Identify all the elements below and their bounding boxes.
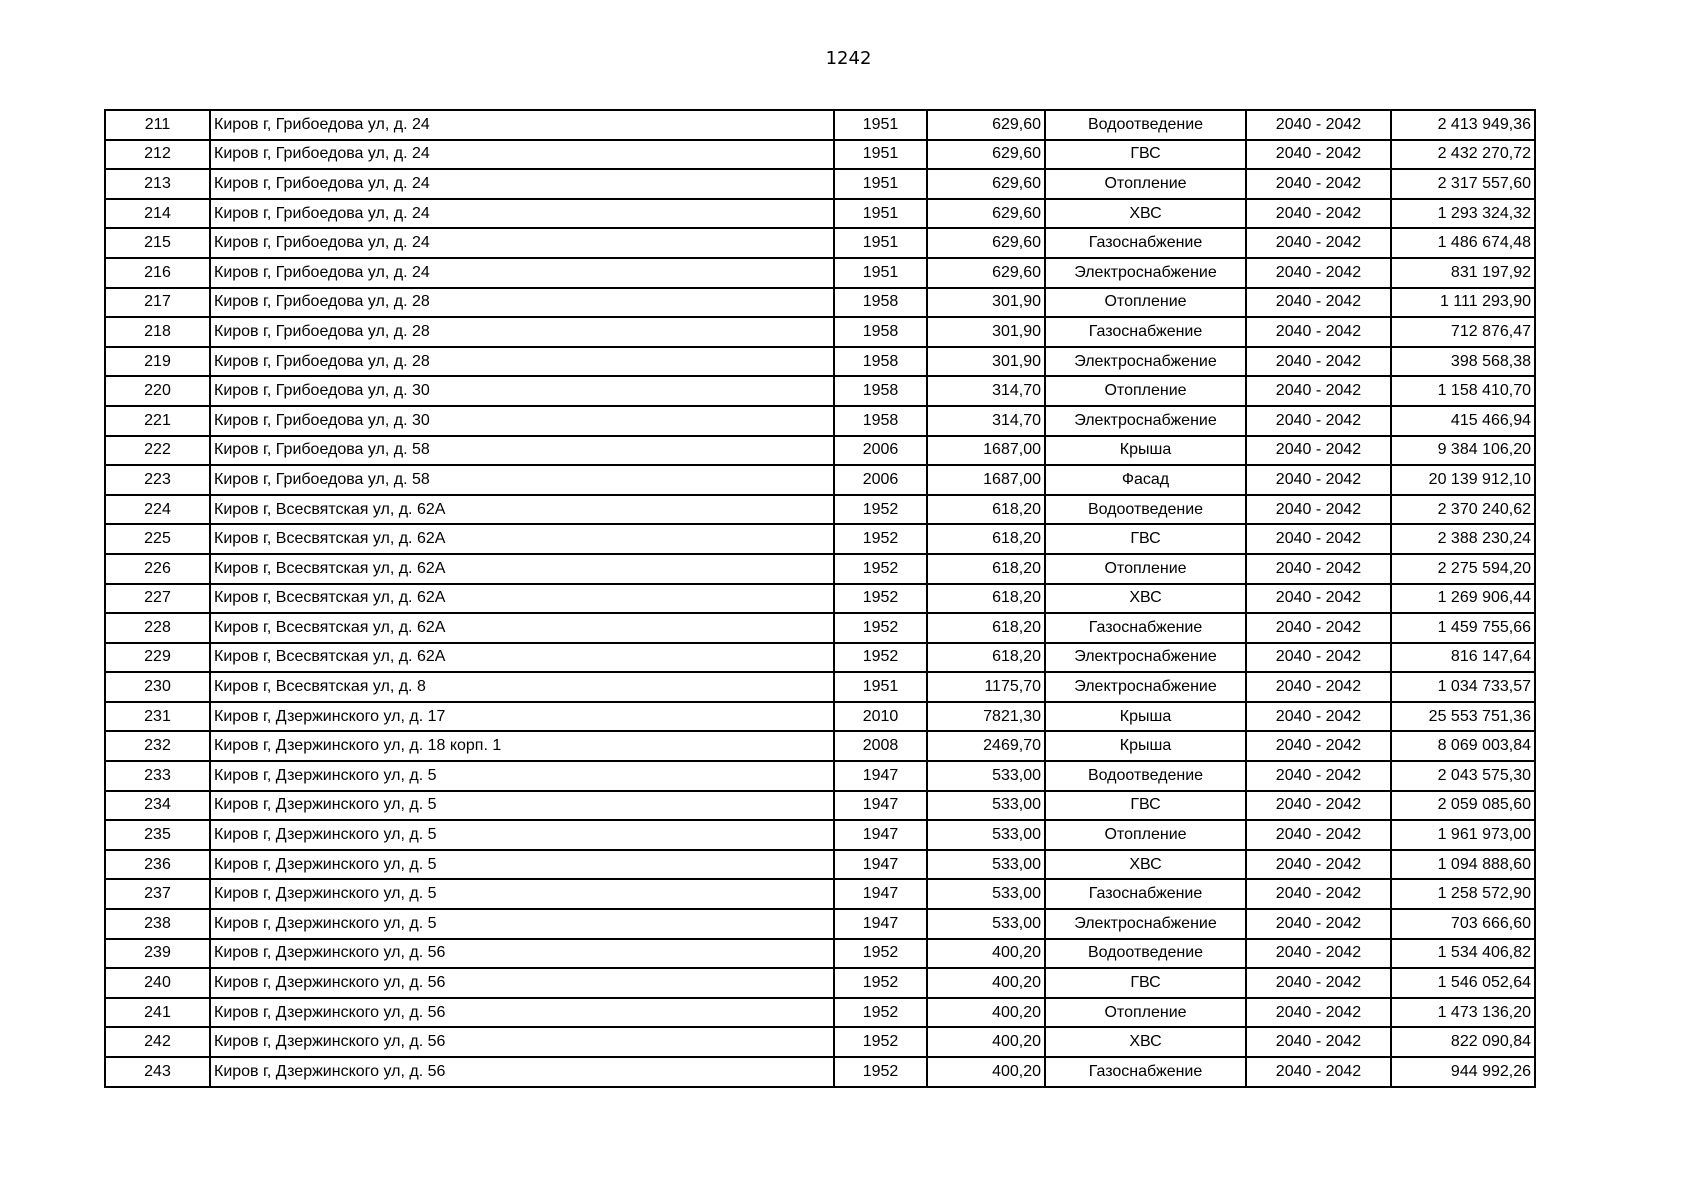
work-type-cell: Электроснабжение bbox=[1045, 909, 1246, 939]
area-cell: 1687,00 bbox=[927, 465, 1045, 495]
period-cell: 2040 - 2042 bbox=[1246, 436, 1391, 466]
table-row bbox=[105, 288, 1535, 318]
period-cell: 2040 - 2042 bbox=[1246, 1027, 1391, 1057]
table-row bbox=[105, 495, 1535, 525]
table-row bbox=[105, 110, 1535, 140]
table-row bbox=[105, 199, 1535, 229]
period-cell: 2040 - 2042 bbox=[1246, 939, 1391, 969]
build-year-cell: 2006 bbox=[834, 465, 927, 495]
period-cell: 2040 - 2042 bbox=[1246, 968, 1391, 998]
row-number-cell: 226 bbox=[105, 554, 210, 584]
cost-cell: 1 534 406,82 bbox=[1391, 939, 1535, 969]
work-type-cell: Газоснабжение bbox=[1045, 1057, 1246, 1087]
work-type-cell: Водоотведение bbox=[1045, 939, 1246, 969]
build-year-cell: 2008 bbox=[834, 731, 927, 761]
build-year-cell: 2010 bbox=[834, 702, 927, 732]
build-year-cell: 1951 bbox=[834, 140, 927, 170]
area-cell: 1175,70 bbox=[927, 672, 1045, 702]
address-cell: Киров г, Грибоедова ул, д. 58 bbox=[210, 436, 834, 466]
row-number-cell: 228 bbox=[105, 613, 210, 643]
row-number-cell: 227 bbox=[105, 584, 210, 614]
area-cell: 301,90 bbox=[927, 288, 1045, 318]
build-year-cell: 1947 bbox=[834, 791, 927, 821]
area-cell: 533,00 bbox=[927, 850, 1045, 880]
row-number-cell: 231 bbox=[105, 702, 210, 732]
area-cell: 629,60 bbox=[927, 169, 1045, 199]
table-row bbox=[105, 613, 1535, 643]
cost-cell: 2 432 270,72 bbox=[1391, 140, 1535, 170]
table-row bbox=[105, 643, 1535, 673]
address-cell: Киров г, Грибоедова ул, д. 30 bbox=[210, 406, 834, 436]
row-number-cell: 221 bbox=[105, 406, 210, 436]
table-row bbox=[105, 317, 1535, 347]
cost-cell: 822 090,84 bbox=[1391, 1027, 1535, 1057]
row-number-cell: 211 bbox=[105, 110, 210, 140]
area-cell: 400,20 bbox=[927, 968, 1045, 998]
period-cell: 2040 - 2042 bbox=[1246, 228, 1391, 258]
address-cell: Киров г, Дзержинского ул, д. 56 bbox=[210, 998, 834, 1028]
build-year-cell: 1952 bbox=[834, 968, 927, 998]
address-cell: Киров г, Дзержинского ул, д. 17 bbox=[210, 702, 834, 732]
cost-cell: 1 258 572,90 bbox=[1391, 879, 1535, 909]
cost-cell: 703 666,60 bbox=[1391, 909, 1535, 939]
work-type-cell: Отопление bbox=[1045, 554, 1246, 584]
build-year-cell: 1951 bbox=[834, 228, 927, 258]
period-cell: 2040 - 2042 bbox=[1246, 169, 1391, 199]
period-cell: 2040 - 2042 bbox=[1246, 613, 1391, 643]
address-cell: Киров г, Всесвятская ул, д. 62А bbox=[210, 524, 834, 554]
address-cell: Киров г, Грибоедова ул, д. 24 bbox=[210, 258, 834, 288]
cost-cell: 1 293 324,32 bbox=[1391, 199, 1535, 229]
row-number-cell: 217 bbox=[105, 288, 210, 318]
cost-cell: 415 466,94 bbox=[1391, 406, 1535, 436]
build-year-cell: 1947 bbox=[834, 761, 927, 791]
period-cell: 2040 - 2042 bbox=[1246, 1057, 1391, 1087]
work-type-cell: ХВС bbox=[1045, 199, 1246, 229]
row-number-cell: 243 bbox=[105, 1057, 210, 1087]
table-row bbox=[105, 436, 1535, 466]
cost-cell: 398 568,38 bbox=[1391, 347, 1535, 377]
work-type-cell: Отопление bbox=[1045, 820, 1246, 850]
area-cell: 629,60 bbox=[927, 110, 1045, 140]
work-type-cell: Отопление bbox=[1045, 998, 1246, 1028]
address-cell: Киров г, Грибоедова ул, д. 24 bbox=[210, 140, 834, 170]
build-year-cell: 1952 bbox=[834, 939, 927, 969]
row-number-cell: 216 bbox=[105, 258, 210, 288]
address-cell: Киров г, Всесвятская ул, д. 8 bbox=[210, 672, 834, 702]
build-year-cell: 1947 bbox=[834, 879, 927, 909]
row-number-cell: 235 bbox=[105, 820, 210, 850]
build-year-cell: 1952 bbox=[834, 554, 927, 584]
work-type-cell: Отопление bbox=[1045, 288, 1246, 318]
work-type-cell: ХВС bbox=[1045, 1027, 1246, 1057]
address-cell: Киров г, Грибоедова ул, д. 24 bbox=[210, 228, 834, 258]
table-row bbox=[105, 879, 1535, 909]
area-cell: 629,60 bbox=[927, 228, 1045, 258]
address-cell: Киров г, Грибоедова ул, д. 28 bbox=[210, 288, 834, 318]
area-cell: 533,00 bbox=[927, 791, 1045, 821]
area-cell: 400,20 bbox=[927, 998, 1045, 1028]
build-year-cell: 1951 bbox=[834, 258, 927, 288]
build-year-cell: 1958 bbox=[834, 376, 927, 406]
period-cell: 2040 - 2042 bbox=[1246, 376, 1391, 406]
cost-cell: 831 197,92 bbox=[1391, 258, 1535, 288]
period-cell: 2040 - 2042 bbox=[1246, 258, 1391, 288]
table-row bbox=[105, 820, 1535, 850]
build-year-cell: 1947 bbox=[834, 909, 927, 939]
area-cell: 618,20 bbox=[927, 524, 1045, 554]
table-row bbox=[105, 850, 1535, 880]
row-number-cell: 229 bbox=[105, 643, 210, 673]
build-year-cell: 1958 bbox=[834, 406, 927, 436]
address-cell: Киров г, Дзержинского ул, д. 5 bbox=[210, 761, 834, 791]
area-cell: 618,20 bbox=[927, 495, 1045, 525]
address-cell: Киров г, Дзержинского ул, д. 5 bbox=[210, 879, 834, 909]
build-year-cell: 1947 bbox=[834, 820, 927, 850]
table-row bbox=[105, 998, 1535, 1028]
cost-cell: 1 459 755,66 bbox=[1391, 613, 1535, 643]
area-cell: 314,70 bbox=[927, 376, 1045, 406]
work-type-cell: ГВС bbox=[1045, 140, 1246, 170]
period-cell: 2040 - 2042 bbox=[1246, 288, 1391, 318]
cost-cell: 1 158 410,70 bbox=[1391, 376, 1535, 406]
area-cell: 400,20 bbox=[927, 939, 1045, 969]
build-year-cell: 1951 bbox=[834, 672, 927, 702]
row-number-cell: 230 bbox=[105, 672, 210, 702]
work-type-cell: Электроснабжение bbox=[1045, 347, 1246, 377]
build-year-cell: 1947 bbox=[834, 850, 927, 880]
work-type-cell: Электроснабжение bbox=[1045, 406, 1246, 436]
table-row bbox=[105, 1027, 1535, 1057]
build-year-cell: 1952 bbox=[834, 998, 927, 1028]
address-cell: Киров г, Дзержинского ул, д. 56 bbox=[210, 939, 834, 969]
cost-cell: 20 139 912,10 bbox=[1391, 465, 1535, 495]
period-cell: 2040 - 2042 bbox=[1246, 347, 1391, 377]
row-number-cell: 224 bbox=[105, 495, 210, 525]
area-cell: 629,60 bbox=[927, 140, 1045, 170]
build-year-cell: 1958 bbox=[834, 317, 927, 347]
work-type-cell: Крыша bbox=[1045, 702, 1246, 732]
period-cell: 2040 - 2042 bbox=[1246, 761, 1391, 791]
cost-cell: 1 961 973,00 bbox=[1391, 820, 1535, 850]
cost-cell: 944 992,26 bbox=[1391, 1057, 1535, 1087]
address-cell: Киров г, Дзержинского ул, д. 5 bbox=[210, 791, 834, 821]
cost-cell: 1 546 052,64 bbox=[1391, 968, 1535, 998]
table-row bbox=[105, 140, 1535, 170]
period-cell: 2040 - 2042 bbox=[1246, 820, 1391, 850]
cost-cell: 8 069 003,84 bbox=[1391, 731, 1535, 761]
period-cell: 2040 - 2042 bbox=[1246, 584, 1391, 614]
table-row bbox=[105, 791, 1535, 821]
build-year-cell: 1952 bbox=[834, 1027, 927, 1057]
table-row bbox=[105, 702, 1535, 732]
build-year-cell: 1951 bbox=[834, 110, 927, 140]
build-year-cell: 1952 bbox=[834, 1057, 927, 1087]
address-cell: Киров г, Дзержинского ул, д. 56 bbox=[210, 1057, 834, 1087]
row-number-cell: 222 bbox=[105, 436, 210, 466]
address-cell: Киров г, Дзержинского ул, д. 56 bbox=[210, 968, 834, 998]
table-row bbox=[105, 169, 1535, 199]
build-year-cell: 2006 bbox=[834, 436, 927, 466]
work-type-cell: Водоотведение bbox=[1045, 495, 1246, 525]
table-row bbox=[105, 584, 1535, 614]
area-cell: 7821,30 bbox=[927, 702, 1045, 732]
table-row bbox=[105, 228, 1535, 258]
work-type-cell: Газоснабжение bbox=[1045, 228, 1246, 258]
build-year-cell: 1952 bbox=[834, 584, 927, 614]
area-cell: 629,60 bbox=[927, 199, 1045, 229]
work-type-cell: Электроснабжение bbox=[1045, 672, 1246, 702]
work-type-cell: ГВС bbox=[1045, 791, 1246, 821]
work-type-cell: Фасад bbox=[1045, 465, 1246, 495]
period-cell: 2040 - 2042 bbox=[1246, 909, 1391, 939]
row-number-cell: 225 bbox=[105, 524, 210, 554]
cost-cell: 2 413 949,36 bbox=[1391, 110, 1535, 140]
period-cell: 2040 - 2042 bbox=[1246, 554, 1391, 584]
address-cell: Киров г, Грибоедова ул, д. 58 bbox=[210, 465, 834, 495]
work-type-cell: Крыша bbox=[1045, 436, 1246, 466]
cost-cell: 1 034 733,57 bbox=[1391, 672, 1535, 702]
table-row bbox=[105, 524, 1535, 554]
area-cell: 2469,70 bbox=[927, 731, 1045, 761]
address-cell: Киров г, Грибоедова ул, д. 28 bbox=[210, 347, 834, 377]
table-row bbox=[105, 465, 1535, 495]
row-number-cell: 242 bbox=[105, 1027, 210, 1057]
table-row bbox=[105, 939, 1535, 969]
row-number-cell: 213 bbox=[105, 169, 210, 199]
period-cell: 2040 - 2042 bbox=[1246, 643, 1391, 673]
area-cell: 629,60 bbox=[927, 258, 1045, 288]
work-type-cell: ГВС bbox=[1045, 524, 1246, 554]
area-cell: 618,20 bbox=[927, 554, 1045, 584]
period-cell: 2040 - 2042 bbox=[1246, 524, 1391, 554]
cost-cell: 2 275 594,20 bbox=[1391, 554, 1535, 584]
table-row bbox=[105, 376, 1535, 406]
page-number: 1242 bbox=[825, 48, 872, 69]
address-cell: Киров г, Всесвятская ул, д. 62А bbox=[210, 584, 834, 614]
period-cell: 2040 - 2042 bbox=[1246, 495, 1391, 525]
build-year-cell: 1952 bbox=[834, 613, 927, 643]
row-number-cell: 234 bbox=[105, 791, 210, 821]
cost-cell: 9 384 106,20 bbox=[1391, 436, 1535, 466]
cost-cell: 2 059 085,60 bbox=[1391, 791, 1535, 821]
cost-cell: 1 473 136,20 bbox=[1391, 998, 1535, 1028]
address-cell: Киров г, Дзержинского ул, д. 5 bbox=[210, 909, 834, 939]
period-cell: 2040 - 2042 bbox=[1246, 199, 1391, 229]
area-cell: 400,20 bbox=[927, 1027, 1045, 1057]
address-cell: Киров г, Грибоедова ул, д. 28 bbox=[210, 317, 834, 347]
cost-cell: 2 317 557,60 bbox=[1391, 169, 1535, 199]
address-cell: Киров г, Всесвятская ул, д. 62А bbox=[210, 495, 834, 525]
row-number-cell: 237 bbox=[105, 879, 210, 909]
row-number-cell: 214 bbox=[105, 199, 210, 229]
address-cell: Киров г, Всесвятская ул, д. 62А bbox=[210, 554, 834, 584]
table-row bbox=[105, 672, 1535, 702]
cost-cell: 816 147,64 bbox=[1391, 643, 1535, 673]
cost-cell: 25 553 751,36 bbox=[1391, 702, 1535, 732]
period-cell: 2040 - 2042 bbox=[1246, 702, 1391, 732]
row-number-cell: 220 bbox=[105, 376, 210, 406]
area-cell: 533,00 bbox=[927, 761, 1045, 791]
area-cell: 533,00 bbox=[927, 909, 1045, 939]
row-number-cell: 215 bbox=[105, 228, 210, 258]
area-cell: 618,20 bbox=[927, 643, 1045, 673]
address-cell: Киров г, Всесвятская ул, д. 62А bbox=[210, 643, 834, 673]
area-cell: 533,00 bbox=[927, 820, 1045, 850]
period-cell: 2040 - 2042 bbox=[1246, 879, 1391, 909]
cost-cell: 2 043 575,30 bbox=[1391, 761, 1535, 791]
table-row bbox=[105, 347, 1535, 377]
area-cell: 533,00 bbox=[927, 879, 1045, 909]
row-number-cell: 219 bbox=[105, 347, 210, 377]
build-year-cell: 1958 bbox=[834, 347, 927, 377]
area-cell: 618,20 bbox=[927, 584, 1045, 614]
cost-cell: 1 111 293,90 bbox=[1391, 288, 1535, 318]
cost-cell: 2 388 230,24 bbox=[1391, 524, 1535, 554]
area-cell: 618,20 bbox=[927, 613, 1045, 643]
address-cell: Киров г, Грибоедова ул, д. 24 bbox=[210, 169, 834, 199]
build-year-cell: 1958 bbox=[834, 288, 927, 318]
period-cell: 2040 - 2042 bbox=[1246, 406, 1391, 436]
work-type-cell: Водоотведение bbox=[1045, 761, 1246, 791]
address-cell: Киров г, Грибоедова ул, д. 24 bbox=[210, 199, 834, 229]
registry-table-body bbox=[105, 110, 1535, 1087]
address-cell: Киров г, Грибоедова ул, д. 30 bbox=[210, 376, 834, 406]
row-number-cell: 223 bbox=[105, 465, 210, 495]
address-cell: Киров г, Дзержинского ул, д. 18 корп. 1 bbox=[210, 731, 834, 761]
period-cell: 2040 - 2042 bbox=[1246, 791, 1391, 821]
work-type-cell: Крыша bbox=[1045, 731, 1246, 761]
row-number-cell: 236 bbox=[105, 850, 210, 880]
build-year-cell: 1952 bbox=[834, 524, 927, 554]
area-cell: 1687,00 bbox=[927, 436, 1045, 466]
address-cell: Киров г, Дзержинского ул, д. 5 bbox=[210, 820, 834, 850]
address-cell: Киров г, Дзержинского ул, д. 5 bbox=[210, 850, 834, 880]
period-cell: 2040 - 2042 bbox=[1246, 110, 1391, 140]
table-row bbox=[105, 968, 1535, 998]
row-number-cell: 238 bbox=[105, 909, 210, 939]
period-cell: 2040 - 2042 bbox=[1246, 731, 1391, 761]
cost-cell: 712 876,47 bbox=[1391, 317, 1535, 347]
area-cell: 314,70 bbox=[927, 406, 1045, 436]
period-cell: 2040 - 2042 bbox=[1246, 850, 1391, 880]
row-number-cell: 239 bbox=[105, 939, 210, 969]
address-cell: Киров г, Грибоедова ул, д. 24 bbox=[210, 110, 834, 140]
work-type-cell: ХВС bbox=[1045, 850, 1246, 880]
address-cell: Киров г, Дзержинского ул, д. 56 bbox=[210, 1027, 834, 1057]
build-year-cell: 1952 bbox=[834, 495, 927, 525]
period-cell: 2040 - 2042 bbox=[1246, 998, 1391, 1028]
work-type-cell: Газоснабжение bbox=[1045, 879, 1246, 909]
area-cell: 400,20 bbox=[927, 1057, 1045, 1087]
period-cell: 2040 - 2042 bbox=[1246, 317, 1391, 347]
row-number-cell: 212 bbox=[105, 140, 210, 170]
table-row bbox=[105, 909, 1535, 939]
work-type-cell: ХВС bbox=[1045, 584, 1246, 614]
build-year-cell: 1952 bbox=[834, 643, 927, 673]
table-row bbox=[105, 761, 1535, 791]
cost-cell: 1 486 674,48 bbox=[1391, 228, 1535, 258]
build-year-cell: 1951 bbox=[834, 169, 927, 199]
work-type-cell: Отопление bbox=[1045, 376, 1246, 406]
period-cell: 2040 - 2042 bbox=[1246, 465, 1391, 495]
work-type-cell: ГВС bbox=[1045, 968, 1246, 998]
registry-table bbox=[104, 109, 1536, 1088]
period-cell: 2040 - 2042 bbox=[1246, 672, 1391, 702]
work-type-cell: Газоснабжение bbox=[1045, 317, 1246, 347]
table-row bbox=[105, 731, 1535, 761]
table-row bbox=[105, 1057, 1535, 1087]
address-cell: Киров г, Всесвятская ул, д. 62А bbox=[210, 613, 834, 643]
area-cell: 301,90 bbox=[927, 317, 1045, 347]
table-row bbox=[105, 554, 1535, 584]
build-year-cell: 1951 bbox=[834, 199, 927, 229]
work-type-cell: Электроснабжение bbox=[1045, 643, 1246, 673]
work-type-cell: Газоснабжение bbox=[1045, 613, 1246, 643]
work-type-cell: Отопление bbox=[1045, 169, 1246, 199]
row-number-cell: 218 bbox=[105, 317, 210, 347]
table-row bbox=[105, 258, 1535, 288]
cost-cell: 2 370 240,62 bbox=[1391, 495, 1535, 525]
work-type-cell: Электроснабжение bbox=[1045, 258, 1246, 288]
work-type-cell: Водоотведение bbox=[1045, 110, 1246, 140]
table-row bbox=[105, 406, 1535, 436]
row-number-cell: 241 bbox=[105, 998, 210, 1028]
cost-cell: 1 269 906,44 bbox=[1391, 584, 1535, 614]
row-number-cell: 233 bbox=[105, 761, 210, 791]
row-number-cell: 232 bbox=[105, 731, 210, 761]
cost-cell: 1 094 888,60 bbox=[1391, 850, 1535, 880]
period-cell: 2040 - 2042 bbox=[1246, 140, 1391, 170]
row-number-cell: 240 bbox=[105, 968, 210, 998]
area-cell: 301,90 bbox=[927, 347, 1045, 377]
